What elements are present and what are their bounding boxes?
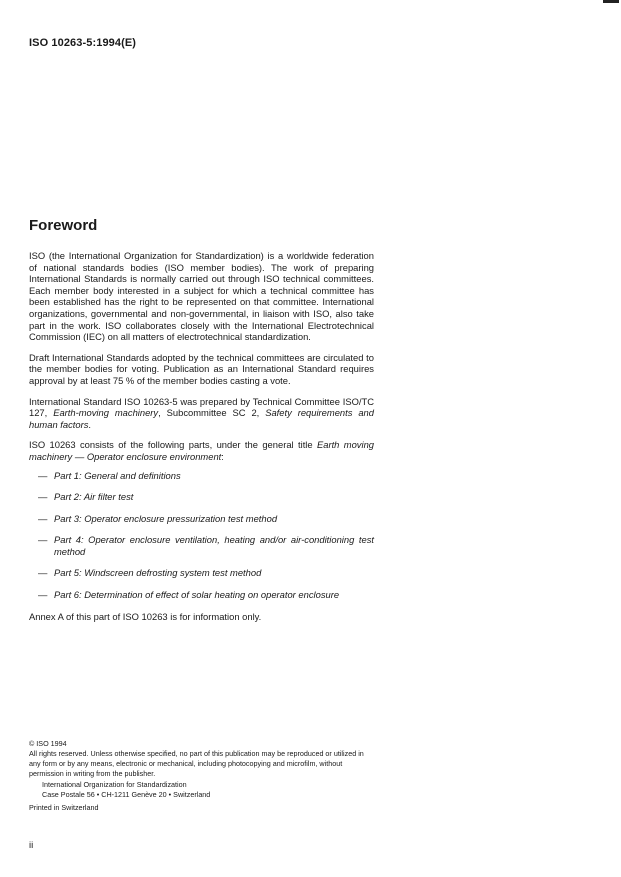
paragraph-iso-intro: ISO (the International Organization for Standardization) is a worldwide federation of national standards bodies (ISO member bodies). The work of preparing International Standards is normally carried out through ISO technical committees. Each member body interested in a subject for which a technical committee has been established has the right to be represented on that committee. International organizations, governmental and non-governmental, in liaison with ISO, also take part in the work. ISO collaborates closely with the International Electrotechnical Commission (IEC) on all matters of electrotechnical standardization. [29, 250, 374, 343]
page-number: ii [29, 840, 34, 851]
parts-intro-text: ISO 10263 consists of the following parts, under the general title [29, 439, 317, 451]
list-item [29, 470, 374, 482]
list-dash: — [38, 491, 48, 503]
copyright-block [29, 739, 374, 813]
copyright-line: © ISO 1994 [29, 739, 67, 748]
sentence-end: . [88, 418, 92, 430]
list-item [29, 534, 374, 557]
paragraph-draft-standards: Draft International Standards adopted by the technical committees are circulated to the member bodies for voting. Publication as an International Standard requires approval by at least 75 % of the member bodies casting a vote. [29, 351, 374, 386]
list-dash: — [38, 534, 48, 546]
part-title: Part 4: Operator enclosure ventilation, heating and/or air-conditioning test method [54, 534, 374, 557]
annex-note: Annex A of this part of ISO 10263 is for information only. [29, 610, 262, 622]
printed-in: Printed in Switzerland [29, 803, 99, 812]
prepared-by-text: International Standard ISO 10263-5 was prepared by Technical Committee ISO/TC 127, [29, 395, 374, 419]
paragraph-parts-intro [29, 439, 374, 462]
part-title: Part 6: Determination of effect of solar heating on operator enclosure [54, 589, 340, 601]
subcommittee-title: Safety requirements and human factors [29, 407, 374, 430]
corner-crop-mark [603, 0, 619, 3]
publisher-address: Case Postale 56 • CH-1211 Genève 20 • Switzerland [42, 790, 211, 799]
part-title: Part 2: Air filter test [54, 491, 134, 503]
list-item [29, 589, 374, 601]
general-title: Earth moving machinery — Operator enclosure environment [29, 439, 374, 462]
list-dash: — [38, 512, 48, 524]
part-title: Part 1: General and definitions [54, 469, 181, 481]
part-title: Part 3: Operator enclosure pressurization test method [54, 512, 278, 524]
document-identifier: ISO 10263-5:1994(E) [29, 37, 137, 49]
paragraph-prepared-by [29, 396, 374, 431]
subcommittee-text: , Subcommittee SC 2, [158, 407, 266, 419]
committee-title: Earth-moving machinery [53, 407, 159, 419]
section-title: Foreword [29, 217, 98, 234]
part-title: Part 5: Windscreen defrosting system test method [54, 567, 262, 579]
parts-intro-colon: : [221, 450, 224, 462]
foreword-body [29, 250, 374, 631]
list-item [29, 491, 374, 503]
publisher-name: International Organization for Standardization [42, 780, 187, 789]
list-item [29, 567, 374, 579]
parts-list [29, 470, 374, 601]
rights-statement: All rights reserved. Unless otherwise specified, no part of this publication may be reproduced or utilized in any form or by any means, electronic or mechanical, including photocopying and microfilm, without permission in writing from the publisher. [29, 749, 364, 778]
list-dash: — [38, 589, 48, 601]
list-item [29, 513, 374, 525]
list-dash: — [38, 567, 48, 579]
list-dash: — [38, 469, 48, 481]
